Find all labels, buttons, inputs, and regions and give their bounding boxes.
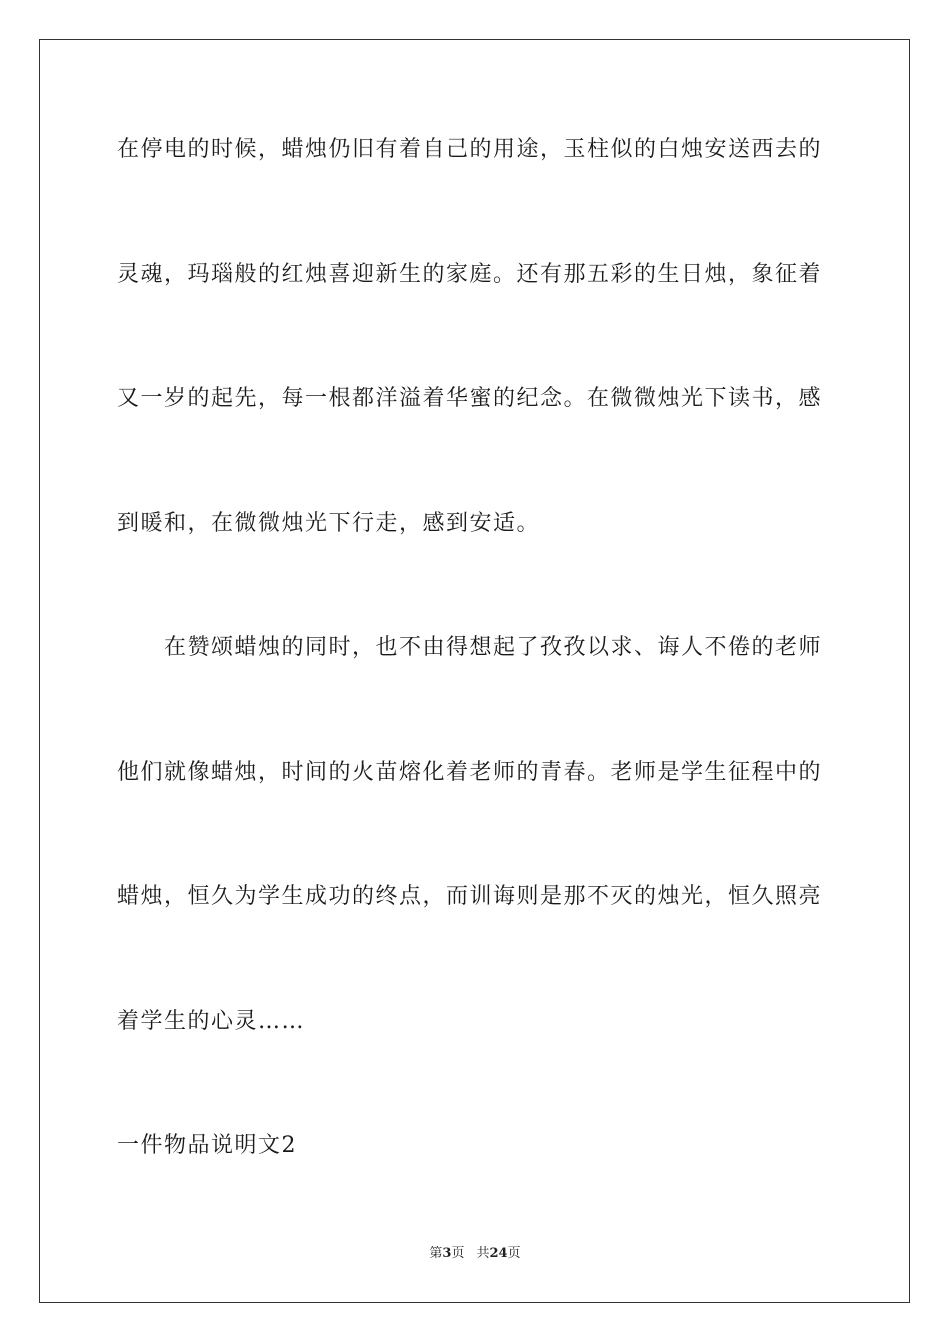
page-suffix: 页	[451, 1246, 465, 1261]
total-pages: 24	[489, 1246, 508, 1261]
body-line-3: 又一岁的起先，每一根都洋溢着华蜜的纪念。在微微烛光下读书，感	[117, 386, 823, 411]
body-line-1: 在停电的时候，蜡烛仍旧有着自己的用途，玉柱似的白烛安送西去的	[117, 137, 823, 162]
page-border	[39, 39, 910, 1303]
body-line-5: 在赞颂蜡烛的同时，也不由得想起了孜孜以求、诲人不倦的老师	[117, 635, 823, 660]
body-line-2: 灵魂，玛瑙般的红烛喜迎新生的家庭。还有那五彩的生日烛，象征着	[117, 262, 823, 287]
total-suffix: 页	[507, 1246, 521, 1261]
page-prefix: 第	[429, 1246, 443, 1261]
page-number: 3	[442, 1246, 452, 1261]
body-line-6: 他们就像蜡烛，时间的火苗熔化着老师的青春。老师是学生征程中的	[117, 760, 823, 785]
page-footer	[0, 1245, 950, 1263]
section-heading: 一件物品说明文2	[117, 1133, 297, 1158]
body-line-7: 蜡烛，恒久为学生成功的终点，而训诲则是那不灭的烛光，恒久照亮	[117, 884, 823, 909]
total-prefix: 共	[476, 1246, 490, 1261]
body-line-8: 着学生的心灵……	[117, 1009, 306, 1034]
body-line-4: 到暖和，在微微烛光下行走，感到安适。	[117, 511, 541, 536]
